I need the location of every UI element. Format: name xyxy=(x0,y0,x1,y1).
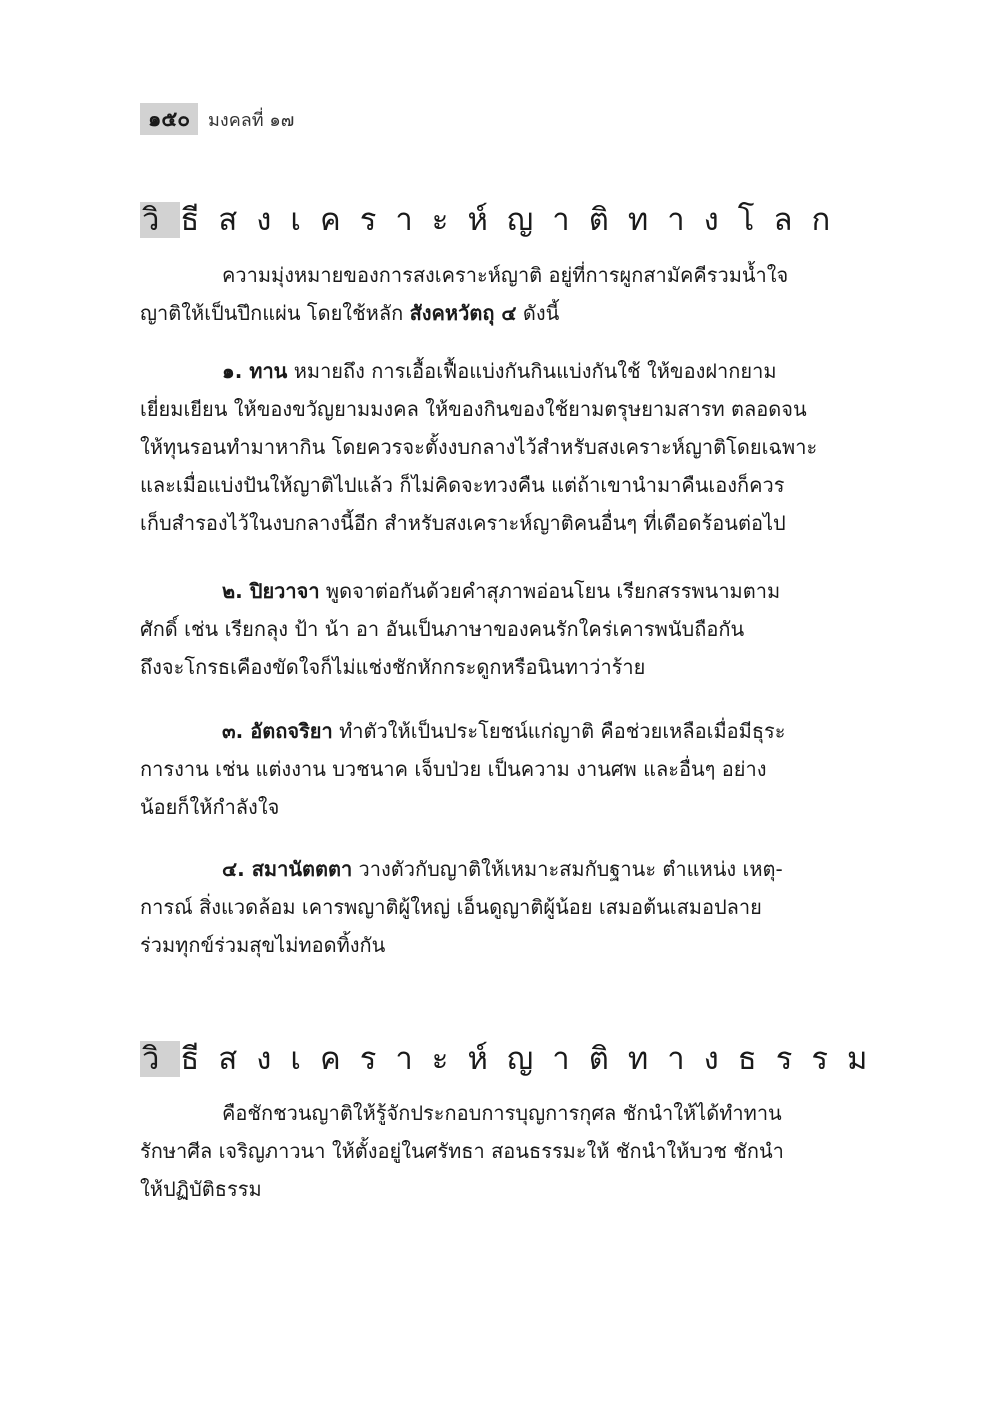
intro-line-2-text: ญาติให้เป็นปึกแผ่น โดยใช้หลัก xyxy=(140,301,410,325)
item-line: ให้ทุนรอนทำมาหากิน โดยควรจะตั้งงบกลางไว้สำหรับสงเคราะห์ญาติโดยเฉพาะ xyxy=(140,435,818,459)
dhamma-paragraph xyxy=(140,1094,834,1208)
running-title: มงคลที่ ๑๗ xyxy=(208,109,295,131)
item-piyavaca xyxy=(140,572,834,686)
section-title-initial: วิ xyxy=(142,1041,179,1077)
intro-line-2 xyxy=(140,294,834,332)
item-atthacariya xyxy=(140,712,834,826)
dhamma-line-3: ให้ปฏิบัติธรรม xyxy=(140,1177,262,1201)
item-line: ร่วมทุกข์ร่วมสุขไม่ทอดทิ้งกัน xyxy=(140,933,386,957)
item-line: ถึงจะโกรธเคืองขัดใจก็ไม่แช่งชักหักกระดูกหรือนินทาว่าร้าย xyxy=(140,655,646,679)
page-number: ๑๕๐ xyxy=(140,103,198,135)
item-line: เก็บสำรองไว้ในงบกลางนี้อีก สำหรับสงเคราะห์ญาติคนอื่นๆ ที่เดือดร้อนต่อไป xyxy=(140,511,786,535)
item-first-line xyxy=(140,850,834,888)
item-text: ทำตัวให้เป็นประโยชน์แก่ญาติ คือช่วยเหลือเมื่อมีธุระ xyxy=(332,719,786,743)
section-title-dhamma xyxy=(140,1033,886,1083)
intro-line-1: ความมุ่งหมายของการสงเคราะห์ญาติ อยู่ที่การผูกสามัคคีรวมน้ำใจ xyxy=(222,263,789,287)
item-text: พูดจาต่อกันด้วยคำสุภาพอ่อนโยน เรียกสรรพนามตาม xyxy=(319,579,781,603)
section-title-text: ธีสงเคราะห์ญาติทางโลก xyxy=(180,202,850,238)
item-heading: ๒. ปิยวาจา xyxy=(222,579,320,603)
item-heading: ๔. สมานัตตตา xyxy=(222,857,353,881)
intro-paragraph xyxy=(140,256,834,332)
item-line: การณ์ สิ่งแวดล้อม เคารพญาติผู้ใหญ่ เอ็นดูญาติผู้น้อย เสมอต้นเสมอปลาย xyxy=(140,895,762,919)
dhamma-line-1: คือชักชวนญาติให้รู้จักประกอบการบุญการกุศล ชักนำให้ได้ทำทาน xyxy=(222,1101,782,1125)
item-line: เยี่ยมเยียน ให้ของขวัญยามมงคล ให้ของกินของใช้ยามตรุษยามสารท ตลอดจน xyxy=(140,397,807,421)
item-heading: ๓. อัตถจริยา xyxy=(222,719,333,743)
section-title-text: ธีสงเคราะห์ญาติทางธรรม xyxy=(180,1041,887,1077)
item-line: การงาน เช่น แต่งงาน บวชนาค เจ็บป่วย เป็นความ งานศพ และอื่นๆ อย่าง xyxy=(140,757,767,781)
section-title-worldly xyxy=(140,194,849,244)
page-header xyxy=(140,103,294,135)
item-line: ศักดิ์ เช่น เรียกลุง ป้า น้า อา อันเป็นภาษาของคนรักใคร่เคารพนับถือกัน xyxy=(140,617,745,641)
item-heading: ๑. ทาน xyxy=(222,359,288,383)
item-first-line xyxy=(140,712,834,750)
intro-line-2-end: ดังนี้ xyxy=(516,301,560,325)
section-title-initial: วิ xyxy=(142,202,179,238)
item-first-line xyxy=(140,352,834,390)
item-line: และเมื่อแบ่งปันให้ญาติไปแล้ว ก็ไม่คิดจะทวงคืน แต่ถ้าเขานำมาคืนเองก็ควร xyxy=(140,473,785,497)
intro-term: สังคหวัตถุ ๔ xyxy=(409,301,517,325)
item-text: หมายถึง การเอื้อเฟื้อแบ่งกันกินแบ่งกันใช้ ให้ของฝากยาม xyxy=(287,359,777,383)
dhamma-line-2: รักษาศีล เจริญภาวนา ให้ตั้งอยู่ในศรัทธา สอนธรรมะให้ ชักนำให้บวช ชักนำ xyxy=(140,1139,784,1163)
item-samanattata xyxy=(140,850,834,964)
item-text: วางตัวกับญาติให้เหมาะสมกับฐานะ ตำแหน่ง เหตุ- xyxy=(352,857,783,881)
item-line: น้อยก็ให้กำลังใจ xyxy=(140,795,280,819)
item-first-line xyxy=(140,572,834,610)
item-dana xyxy=(140,352,834,542)
